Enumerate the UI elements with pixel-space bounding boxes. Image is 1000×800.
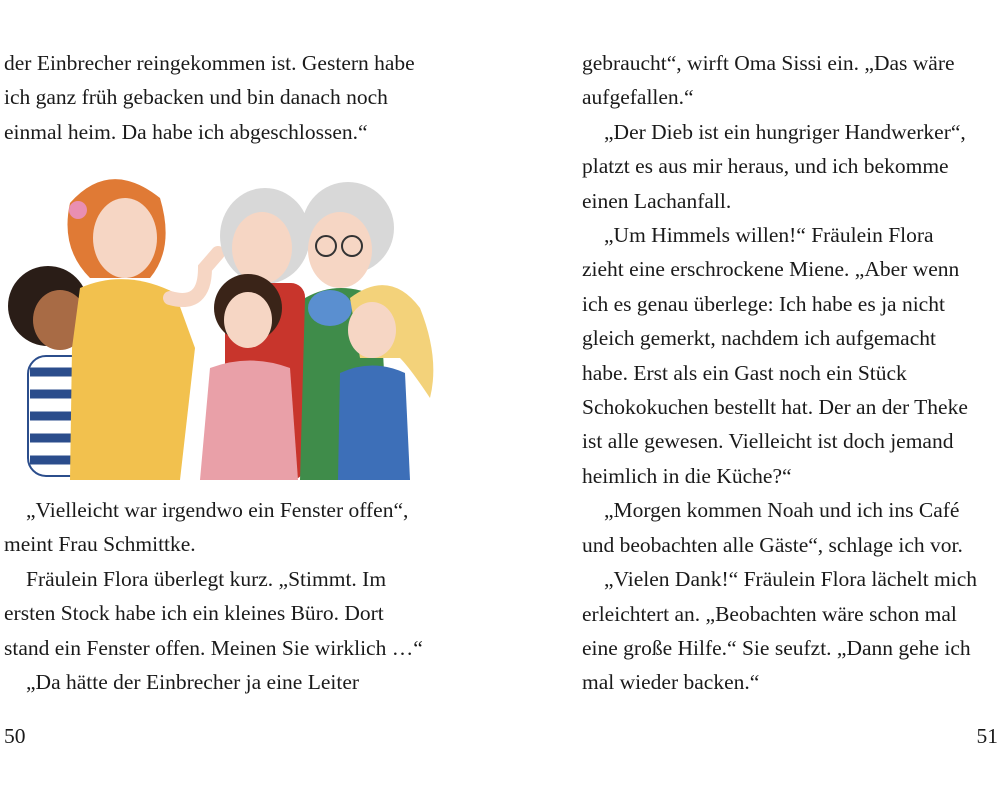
page-number: 51 <box>976 724 998 748</box>
text-line: ich ganz früh gebacken und bin danach noch <box>4 85 388 110</box>
text-line: einmal heim. Da habe ich abgeschlossen.“ <box>4 119 368 144</box>
text-line: heimlich in die Küche?“ <box>582 463 792 488</box>
right-text <box>582 46 977 700</box>
left-top-text <box>4 46 415 149</box>
text-line: ersten Stock habe ich ein kleines Büro. Dort <box>4 601 384 626</box>
text-line: gebraucht“, wirft Oma Sissi ein. „Das wäre <box>582 51 955 75</box>
text-line: „Um Himmels willen!“ Fräulein Flora <box>604 223 934 248</box>
text-line: „Morgen kommen Noah und ich ins Café <box>604 498 960 523</box>
text-line: habe. Erst als ein Gast noch ein Stück <box>582 360 907 385</box>
text-line: „Da hätte der Einbrecher ja eine Leiter <box>26 670 360 695</box>
text-line: und beobachten alle Gäste“, schlage ich vor. <box>582 532 963 557</box>
text-line: stand ein Fenster offen. Meinen Sie wirklich …“ <box>4 635 423 660</box>
text-line: Fräulein Flora überlegt kurz. „Stimmt. Im <box>26 566 387 591</box>
text-line: einen Lachanfall. <box>582 188 732 213</box>
text-line: eine große Hilfe.“ Sie seufzt. „Dann gehe ich <box>582 635 971 660</box>
blonde-girl-figure <box>338 285 433 480</box>
family-illustration <box>0 158 445 480</box>
left-page <box>0 0 470 800</box>
text-line: mal wieder backen.“ <box>582 670 760 695</box>
left-bottom-text <box>4 493 423 699</box>
text-line: „Vielleicht war irgendwo ein Fenster offen“, <box>26 498 409 522</box>
right-page <box>582 0 1000 800</box>
text-line: meint Frau Schmittke. <box>4 532 196 557</box>
text-line: „Vielen Dank!“ Fräulein Flora lächelt mich <box>604 567 978 592</box>
text-line: erleichtert an. „Beobachten wäre schon mal <box>582 601 957 626</box>
woman-figure <box>68 179 219 480</box>
text-line: „Der Dieb ist ein hungriger Handwerker“, <box>604 119 966 144</box>
text-line: gleich gemerkt, nachdem ich aufgemacht <box>582 326 936 351</box>
text-line: Schokokuchen bestellt hat. Der an der Theke <box>582 395 968 420</box>
text-line: zieht eine erschrockene Miene. „Aber wenn <box>582 257 960 282</box>
text-line: ist alle gewesen. Vielleicht ist doch jemand <box>582 429 954 454</box>
page-number: 50 <box>4 724 26 748</box>
text-line: platzt es aus mir heraus, und ich bekomme <box>582 154 949 179</box>
text-line: der Einbrecher reingekommen ist. Gestern habe <box>4 51 415 75</box>
text-line: ich es genau überlege: Ich habe es ja nicht <box>582 291 945 316</box>
text-line: aufgefallen.“ <box>582 85 694 110</box>
